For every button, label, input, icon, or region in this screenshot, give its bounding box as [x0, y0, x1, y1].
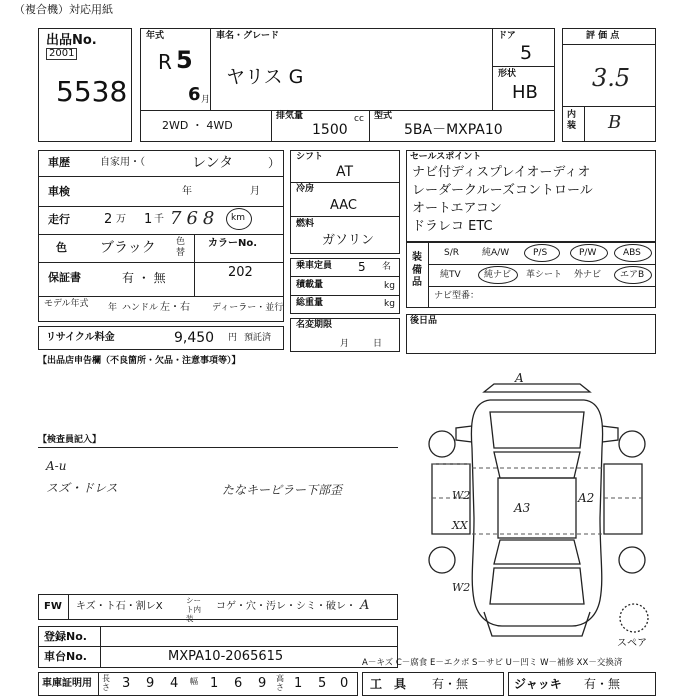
cert-length-label: 長さ — [102, 674, 110, 693]
cert-width-2: 6 — [234, 676, 243, 691]
later-items-box — [406, 314, 656, 354]
cert-width-1: 1 — [210, 676, 219, 691]
interior-value: B — [608, 112, 622, 133]
shape-value: HB — [512, 82, 538, 103]
equip-ext-navi: 外ナビ — [574, 270, 602, 280]
recycle-note: 預託済 — [244, 333, 272, 343]
equip-abs: ABS — [623, 248, 641, 258]
handle-options: 左・右 — [160, 302, 190, 313]
model-year-unit: 年 — [108, 303, 118, 313]
navi-type-label: ナビ型番： — [434, 291, 480, 301]
door-label: ドア — [498, 31, 516, 41]
aircon-value: AAC — [330, 198, 357, 213]
equip-navi: 純ナビ — [484, 270, 512, 280]
mark-center: A3 — [514, 501, 531, 515]
recycle-value: 9,450 — [174, 330, 215, 346]
lot-number: 5538 — [56, 75, 128, 108]
color-change-label: 色替 — [176, 237, 186, 258]
mileage-man-unit: 万 — [116, 214, 126, 225]
cert-height-1: 1 — [294, 676, 303, 691]
dealer-options: ディーラー・並行 — [212, 303, 284, 313]
fuel-label: 燃料 — [296, 219, 315, 229]
tools-label: 工 具 — [370, 677, 407, 691]
name-change-unit: 月日 — [340, 339, 407, 349]
fw-tail-mark: A — [360, 598, 370, 613]
cert-height-2: 5 — [318, 676, 327, 691]
name-change-label: 名変期限 — [296, 320, 333, 330]
fw-right-options: コゲ・穴・汚レ・シミ・破レ・ — [216, 601, 356, 612]
recycle-unit: 円 — [228, 333, 238, 343]
car-name-value: ヤリス G — [226, 66, 304, 88]
model-year-label: モデル年式 — [44, 299, 89, 309]
selling-point-4: ドラレコ ETC — [412, 219, 493, 234]
form-note: （複合機）対応用紙 — [14, 3, 113, 16]
fw-left-options: キズ・ト石・割レX — [76, 601, 163, 612]
warranty-label: 保証書 — [48, 271, 81, 284]
mileage-man: 2 — [104, 212, 113, 227]
mark-rear: W2 — [452, 581, 471, 594]
cert-length-1: 3 — [122, 676, 131, 691]
displacement-value: 1500 — [312, 122, 348, 138]
mileage-label: 走行 — [48, 213, 70, 226]
mark-right: A2 — [578, 491, 595, 505]
color-label: 色 — [56, 241, 67, 254]
load-unit: kg — [384, 281, 395, 291]
registration-label: 登録No. — [44, 630, 87, 643]
mark-left: W2 — [452, 489, 471, 502]
inspector-note-2: スズ・ドレス — [46, 481, 118, 495]
model-code-value: 5BA－MXPA10 — [404, 122, 503, 138]
warranty-options: 有 ・ 無 — [122, 271, 166, 285]
inspector-note-3: たなキーピラー下部歪 — [222, 483, 343, 497]
door-value: 5 — [520, 42, 533, 64]
history-label: 車歴 — [48, 156, 70, 169]
history-options: 自家用・（ — [100, 157, 145, 168]
equip-pw: P/W — [579, 248, 597, 258]
history-value: レンタ — [192, 155, 234, 171]
equip-sunroof: S/R — [444, 248, 459, 258]
cert-length-2: 9 — [146, 676, 155, 691]
mileage-unit: km — [231, 213, 245, 223]
capacity-label: 乗車定員 — [296, 261, 333, 271]
total-weight-label: 総重量 — [296, 298, 324, 308]
equipment-label: 装備品 — [412, 252, 422, 288]
month-value: 6 — [188, 84, 201, 105]
mark-top: A — [515, 371, 524, 385]
cert-label: 車庫証明用 — [42, 678, 92, 689]
inspection-label: 車検 — [48, 185, 70, 198]
mileage-sen: 1 — [144, 212, 153, 227]
cert-width-3: 9 — [258, 676, 267, 691]
equip-alloy: 純A/W — [482, 248, 510, 258]
model-code-label: 型式 — [374, 111, 393, 121]
cert-length-3: 4 — [170, 676, 179, 691]
later-items-label: 後日品 — [410, 316, 438, 326]
inspector-note-1: A-u — [46, 459, 67, 473]
aircon-label: 冷房 — [296, 184, 315, 194]
recycle-label: リサイクル料金 — [46, 332, 115, 343]
equip-leather: 革シート — [526, 270, 563, 280]
fw-seat-label: シート内装 — [186, 596, 201, 623]
color-value: ブラック — [100, 240, 156, 256]
capacity-unit: 名 — [382, 262, 392, 272]
jack-label: ジャッキ — [514, 677, 562, 691]
chassis-value: MXPA10-2065615 — [168, 649, 284, 664]
selling-point-3: オートエアコン — [412, 201, 502, 216]
inspector-label: 【検査員記入】 — [38, 435, 102, 445]
mark-xx: XX — [452, 519, 468, 532]
equip-ps: P/S — [533, 248, 548, 258]
car-name-label: 車名・グレード — [216, 31, 280, 41]
mileage-sen-unit: 千 — [154, 214, 164, 225]
load-label: 積載量 — [296, 280, 324, 290]
chassis-label: 車台No. — [44, 650, 87, 663]
year-value: 5 — [176, 46, 193, 74]
equip-airbag: エアB — [620, 270, 645, 280]
lot-code: 2001 — [46, 48, 77, 60]
year-label: 年式 — [146, 31, 165, 41]
drive-options: 2WD ・ 4WD — [162, 119, 233, 132]
fw-label: FW — [44, 601, 62, 612]
lot-label: 出品No. — [46, 33, 97, 48]
spare-label: スペア — [617, 638, 647, 649]
history-close: ） — [268, 156, 281, 170]
inspection-year-unit: 年 — [182, 186, 192, 197]
grade-score: 3.5 — [592, 64, 631, 92]
selling-point-1: ナビ付ディスプレイオーディオ — [412, 165, 591, 180]
displacement-label: 排気量 — [276, 111, 304, 121]
mileage-rest: 768 — [170, 208, 220, 229]
handle-label: ハンドル — [122, 303, 159, 313]
displacement-unit: cc — [354, 114, 364, 124]
shift-label: シフト — [296, 152, 324, 162]
shape-label: 形状 — [498, 69, 517, 79]
year-era: R — [158, 50, 172, 74]
cert-width-label: 幅 — [190, 677, 198, 686]
interior-label: 内装 — [567, 110, 577, 131]
cert-height-3: 0 — [340, 676, 349, 691]
color-number-value: 202 — [228, 265, 253, 280]
jack-options: 有・無 — [584, 677, 621, 691]
damage-legend: A－キズ C－腐食 E－エクボ S－サビ U－凹ミ W－補修 XX－交換済 — [362, 658, 623, 668]
total-weight-unit: kg — [384, 299, 395, 309]
equip-tv: 純TV — [440, 270, 461, 280]
color-number-label: カラーNo. — [208, 238, 258, 249]
seller-notes-label: 【出品店申告欄（不良箇所・欠品・注意事項等）】 — [38, 356, 241, 366]
selling-points-label: セールスポイント — [410, 152, 482, 162]
fuel-value: ガソリン — [322, 233, 375, 248]
capacity-value: 5 — [358, 260, 366, 274]
grade-label: 評 価 点 — [586, 31, 620, 41]
inspection-month-unit: 月 — [250, 186, 260, 197]
selling-point-2: レーダークルーズコントロール — [412, 183, 593, 198]
car-damage-diagram — [412, 368, 662, 648]
shift-value: AT — [336, 164, 354, 180]
month-unit: 月 — [201, 95, 211, 105]
cert-height-label: 高さ — [276, 674, 284, 693]
tools-options: 有・無 — [432, 677, 469, 691]
